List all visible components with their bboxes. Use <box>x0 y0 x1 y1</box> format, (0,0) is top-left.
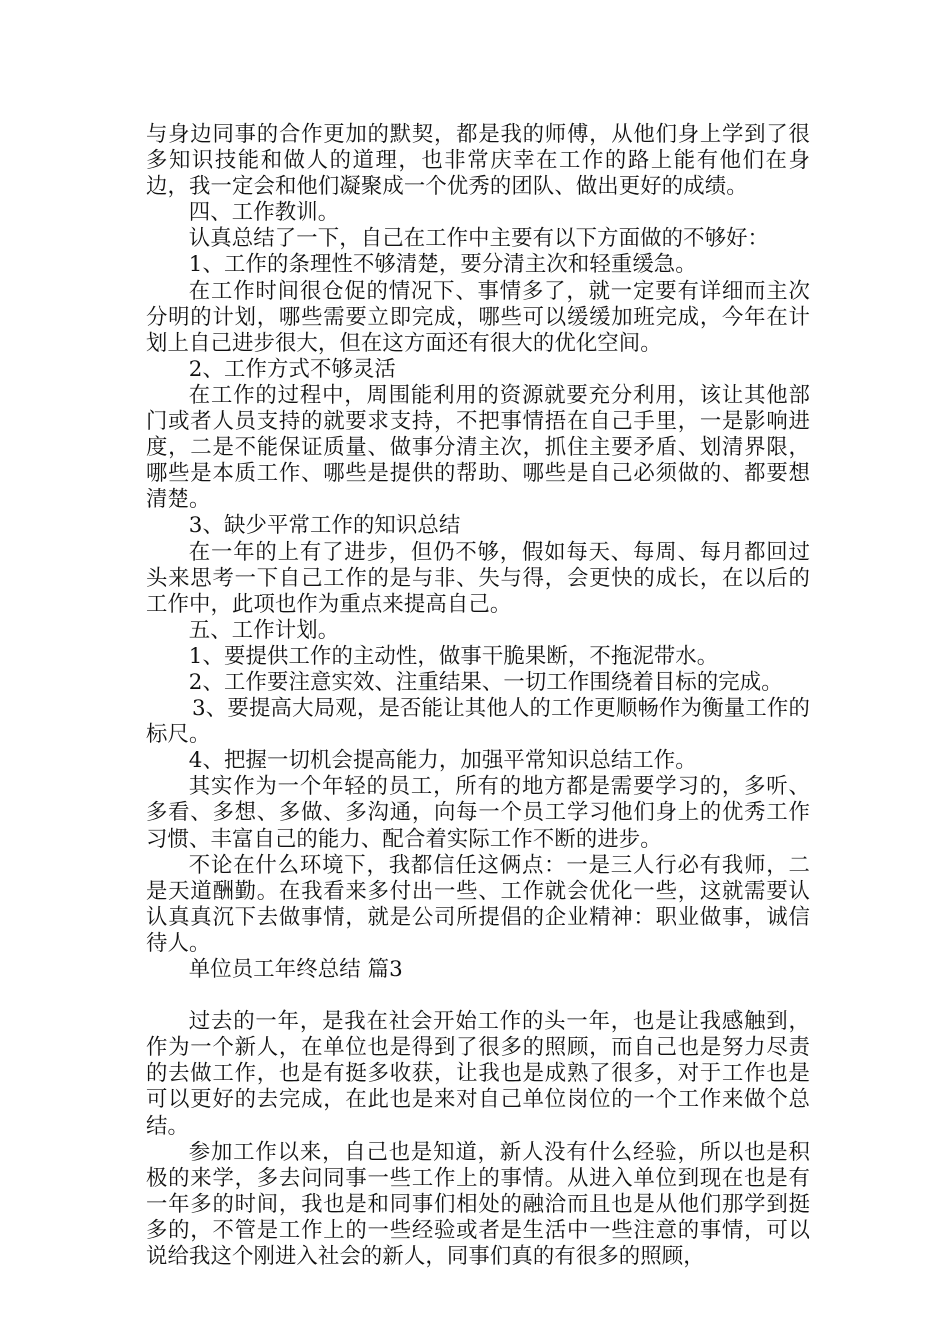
paragraph-lesson-3-detail: 在一年的上有了进步，但仍不够，假如每天、每周、每月都回过头来思考一下自己工作的是与非、失与得，会更快的成长，在以后的工作中，此项也作为重点来提高自己。 <box>146 539 810 617</box>
paragraph-lessons-intro: 认真总结了一下，自己在工作中主要有以下方面做的不够好： <box>188 226 770 252</box>
section-heading-lessons: 四、工作教训。 <box>188 200 340 226</box>
list-item-lesson-1: 1、工作的条理性不够清楚，要分清主次和轻重缓急。 <box>188 252 697 278</box>
list-item-lesson-2: 2、工作方式不够灵活 <box>188 356 396 382</box>
list-item-plan-3: 3、要提高大局观，是否能让其他人的工作更顺畅作为衡量工作的标尺。 <box>146 696 810 748</box>
section-heading-plan: 五、工作计划。 <box>188 617 340 643</box>
list-item-plan-4: 4、把握一切机会提高能力，加强平常知识总结工作。 <box>188 748 697 774</box>
blank-line <box>146 983 810 1009</box>
paragraph-continuation: 与身边同事的合作更加的默契，都是我的师傅，从他们身上学到了很多知识技能和做人的道理，也非常庆幸在工作的路上能有他们在身边，我一定会和他们凝聚成一个优秀的团队、做出更好的成绩。 <box>146 122 810 200</box>
paragraph-reflection: 其实作为一个年轻的员工，所有的地方都是需要学习的，多听、多看、多想、多做、多沟通，向每一个员工学习他们身上的优秀工作习惯、丰富自己的能力、配合着实际工作不断的进步。 <box>146 774 810 852</box>
document-page <box>146 122 810 1270</box>
paragraph-belief: 不论在什么环境下，我都信任这俩点：一是三人行必有我师，二是天道酬勤。在我看来多付出一些、工作就会优化一些，这就需要认认真真沉下去做事情，就是公司所提倡的企业精神：职业做事，诚信待人。 <box>146 852 810 956</box>
list-item-lesson-3: 3、缺少平常工作的知识总结 <box>188 513 461 539</box>
paragraph-lesson-2-detail: 在工作的过程中，周围能利用的资源就要充分利用，该让其他部门或者人员支持的就要求支持，不把事情捂在自己手里，一是影响进度，二是不能保证质量、做事分清主次，抓住主要矛盾、划清界限，哪些是本质工作、哪些是提供的帮助、哪些是自己必须做的、都要想清楚。 <box>146 382 810 513</box>
article-title: 单位员工年终总结 篇3 <box>188 957 403 982</box>
paragraph-learning: 参加工作以来，自己也是知道，新人没有什么经验，所以也是积极的来学，多去问同事一些工作上的事情。从进入单位到现在也是有一年多的时间，我也是和同事们相处的融洽而且也是从他们那学到挺多的，不管是工作上的一些经验或者是生活中一些注意的事情，可以说给我这个刚进入社会的新人，同事们真的有很多的照顾， <box>146 1139 810 1270</box>
paragraph-year-review: 过去的一年，是我在社会开始工作的头一年，也是让我感触到，作为一个新人，在单位也是得到了很多的照顾，而自己也是努力尽责的去做工作，也是有挺多收获，让我也是成熟了很多，对于工作也是可以更好的去完成，在此也是来对自己单位岗位的一个工作来做个总结。 <box>146 1009 810 1139</box>
list-item-plan-1: 1、要提供工作的主动性，做事干脆果断，不拖泥带水。 <box>188 643 719 669</box>
list-item-plan-2: 2、工作要注意实效、注重结果、一切工作围绕着目标的完成。 <box>188 669 783 695</box>
paragraph-lesson-1-detail: 在工作时间很仓促的情况下、事情多了，就一定要有详细而主次分明的计划，哪些需要立即完成，哪些可以缓缓加班完成，今年在计划上自己进步很大，但在这方面还有很大的优化空间。 <box>146 278 810 356</box>
